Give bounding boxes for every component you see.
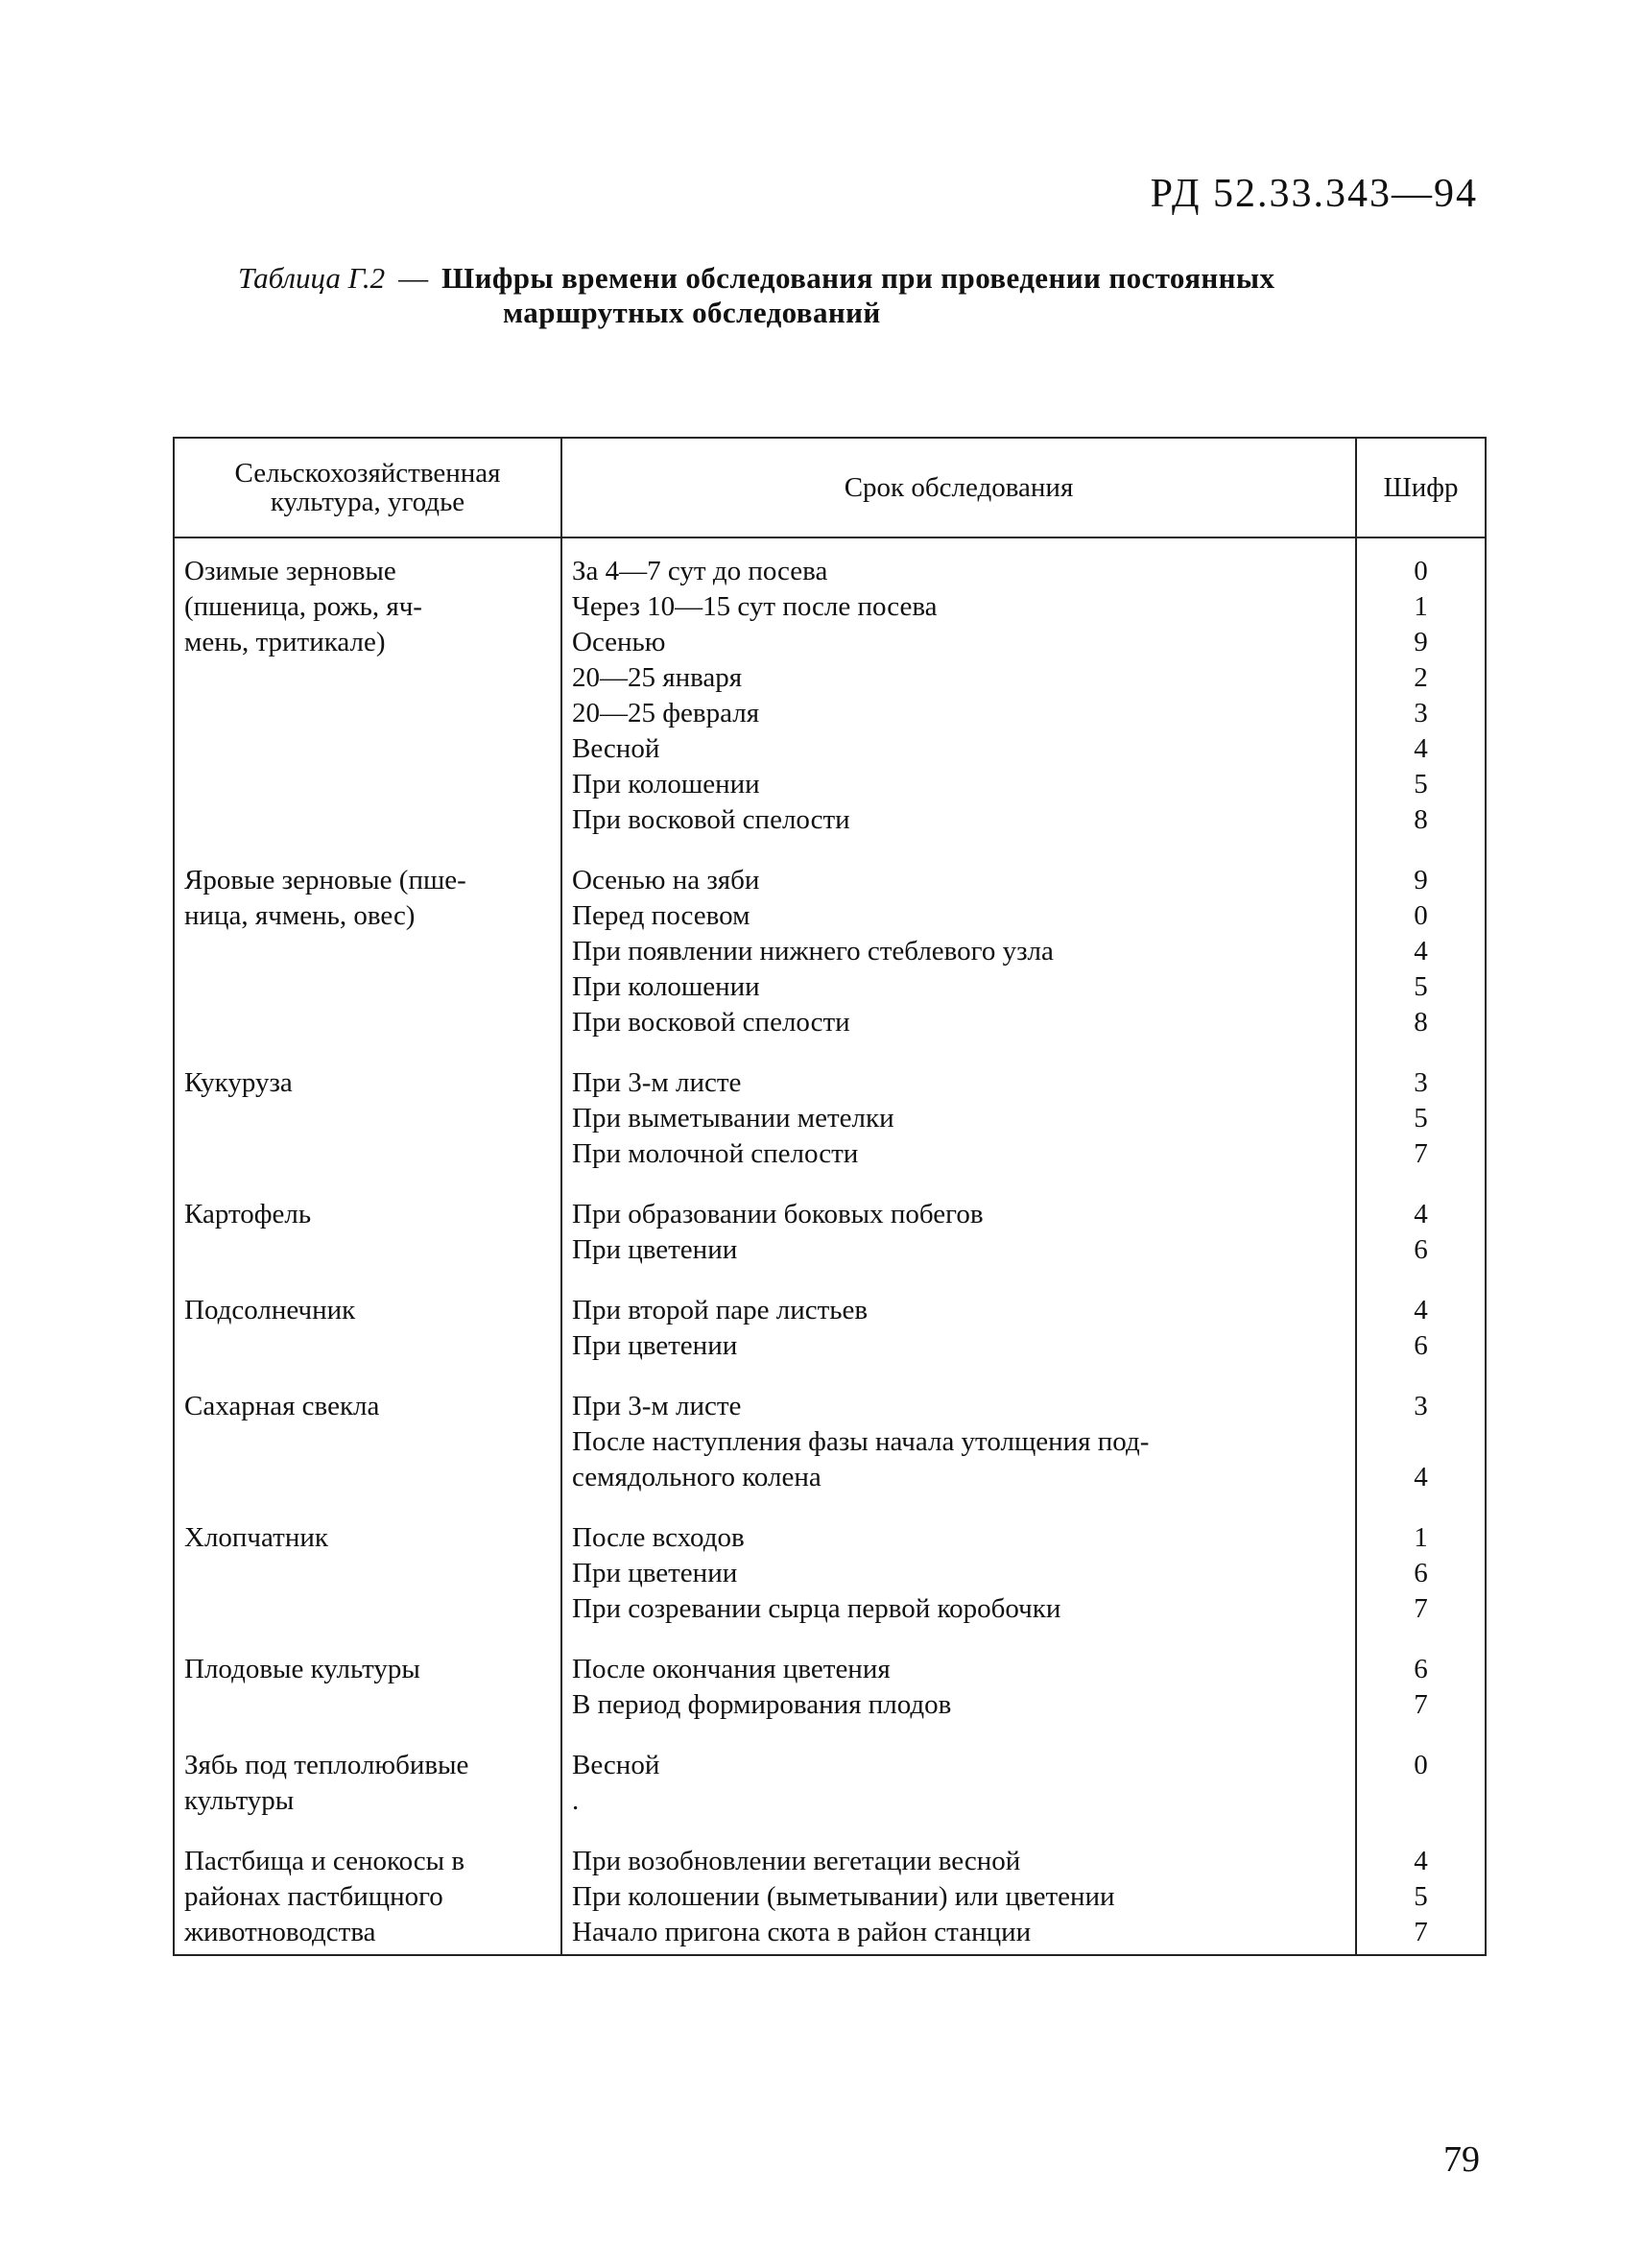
crop-cell xyxy=(174,1652,561,1748)
header-code: Шифр xyxy=(1356,438,1486,537)
crop-name-line: животноводства xyxy=(184,1917,376,1947)
code-value: 9 xyxy=(1414,627,1428,657)
survey-period-line: После всходов xyxy=(572,1522,745,1553)
crop-name-line: Кукуруза xyxy=(184,1067,293,1098)
survey-period-line: При колошении (выметывании) или цветении xyxy=(572,1881,1115,1912)
code-value: 2 xyxy=(1414,662,1428,693)
table-row xyxy=(174,1389,1486,1520)
code-value: 4 xyxy=(1414,733,1428,764)
crop-name-line: ница, ячмень, овес) xyxy=(184,900,416,931)
code-value: 4 xyxy=(1414,1462,1428,1492)
code-value: 7 xyxy=(1414,1917,1428,1947)
crop-name-line: районах пастбищного xyxy=(184,1881,443,1912)
caption-title-continued: маршрутных обследований xyxy=(503,296,881,329)
survey-period-line: Осенью на зяби xyxy=(572,865,760,895)
survey-period-line: Весной xyxy=(572,1750,660,1780)
survey-period-line: При второй паре листьев xyxy=(572,1295,869,1325)
crop-cell xyxy=(174,1520,561,1652)
period-cell xyxy=(561,1197,1356,1293)
survey-period-line: За 4—7 сут до посева xyxy=(572,556,828,586)
crop-name-line: Яровые зерновые (пше- xyxy=(184,865,466,895)
code-value: 0 xyxy=(1414,556,1428,586)
period-cell xyxy=(561,1389,1356,1520)
survey-codes-table xyxy=(173,437,1487,1956)
period-cell xyxy=(561,1065,1356,1197)
code-value: 0 xyxy=(1414,900,1428,931)
survey-period-line: Через 10—15 сут после посева xyxy=(572,591,938,622)
survey-period-line: Осенью xyxy=(572,627,666,657)
crop-name-line: Зябь под теплолюбивые xyxy=(184,1750,469,1780)
code-value: 4 xyxy=(1414,1199,1428,1229)
header-period: Срок обследования xyxy=(561,438,1356,537)
code-value: 7 xyxy=(1414,1138,1428,1169)
code-value: 6 xyxy=(1414,1234,1428,1265)
period-cell xyxy=(561,1844,1356,1955)
code-cell xyxy=(1356,1844,1486,1955)
crop-name-line: Озимые зерновые xyxy=(184,556,396,586)
survey-period-line: При колошении xyxy=(572,769,760,800)
survey-period-line: Перед посевом xyxy=(572,900,750,931)
survey-period-line: При 3-м листе xyxy=(572,1067,742,1098)
survey-period-line: При колошении xyxy=(572,971,760,1002)
period-cell xyxy=(561,863,1356,1065)
code-value: 7 xyxy=(1414,1689,1428,1720)
code-cell xyxy=(1356,1065,1486,1197)
code-value: 5 xyxy=(1414,971,1428,1002)
table-row xyxy=(174,1293,1486,1389)
table-row xyxy=(174,863,1486,1065)
code-cell xyxy=(1356,1748,1486,1844)
code-value: 1 xyxy=(1414,591,1428,622)
crop-name-line: мень, тритикале) xyxy=(184,627,386,657)
header-crop: Сельскохозяйственная культура, угодье xyxy=(174,438,561,537)
caption-title: Шифры времени обследования при проведении постоянных xyxy=(441,261,1275,295)
table-caption xyxy=(238,261,1476,330)
document-id: РД 52.33.343—94 xyxy=(1150,172,1478,216)
survey-period-line: При молочной спелости xyxy=(572,1138,859,1169)
survey-codes-table-wrapper xyxy=(173,437,1485,1956)
survey-period-line: При созревании сырца первой коробочки xyxy=(572,1593,1061,1624)
crop-name-line: Плодовые культуры xyxy=(184,1654,420,1684)
code-value: 5 xyxy=(1414,1103,1428,1134)
period-cell xyxy=(561,1520,1356,1652)
survey-period-line: При выметывании метелки xyxy=(572,1103,894,1134)
survey-period-line: При цветении xyxy=(572,1234,738,1265)
table-row xyxy=(174,1065,1486,1197)
caption-line-1 xyxy=(238,261,1476,296)
table-body xyxy=(174,537,1486,1955)
survey-period-line: При появлении нижнего стеблевого узла xyxy=(572,936,1054,967)
survey-period-line: При образовании боковых побегов xyxy=(572,1199,984,1229)
crop-cell xyxy=(174,1748,561,1844)
survey-period-line: . xyxy=(572,1785,580,1816)
crop-cell xyxy=(174,1197,561,1293)
survey-period-line: В период формирования плодов xyxy=(572,1689,952,1720)
crop-cell xyxy=(174,863,561,1065)
survey-period-line: При цветении xyxy=(572,1330,738,1361)
crop-cell xyxy=(174,1844,561,1955)
crop-name-line: Подсолнечник xyxy=(184,1295,356,1325)
code-value: 5 xyxy=(1414,769,1428,800)
table-row xyxy=(174,1197,1486,1293)
code-value: 6 xyxy=(1414,1654,1428,1684)
code-value: 3 xyxy=(1414,1067,1428,1098)
code-value: 4 xyxy=(1414,1295,1428,1325)
survey-period-line: При цветении xyxy=(572,1558,738,1588)
code-cell xyxy=(1356,1293,1486,1389)
survey-period-line: семядольного колена xyxy=(572,1462,822,1492)
survey-period-line: После окончания цветения xyxy=(572,1654,891,1684)
code-value: 7 xyxy=(1414,1593,1428,1624)
survey-period-line: При возобновлении вегетации весной xyxy=(572,1846,1021,1876)
code-value: 3 xyxy=(1414,698,1428,728)
crop-cell xyxy=(174,1389,561,1520)
code-value: 8 xyxy=(1414,1007,1428,1038)
survey-period-line: При восковой спелости xyxy=(572,804,850,835)
code-cell xyxy=(1356,537,1486,863)
crop-name-line: Сахарная свекла xyxy=(184,1391,380,1421)
crop-name-line: Картофель xyxy=(184,1199,312,1229)
table-row xyxy=(174,1844,1486,1955)
code-cell xyxy=(1356,1389,1486,1520)
code-cell xyxy=(1356,863,1486,1065)
code-value: 6 xyxy=(1414,1330,1428,1361)
survey-period-line: 20—25 января xyxy=(572,662,743,693)
page-number: 79 xyxy=(1443,2139,1480,2180)
crop-name-line: культуры xyxy=(184,1785,295,1816)
period-cell xyxy=(561,1748,1356,1844)
crop-name-line: Пастбища и сенокосы в xyxy=(184,1846,465,1876)
crop-cell xyxy=(174,1065,561,1197)
table-row xyxy=(174,1652,1486,1748)
survey-period-line: 20—25 февраля xyxy=(572,698,760,728)
survey-period-line: После наступления фазы начала утолщения под- xyxy=(572,1426,1150,1457)
table-row xyxy=(174,1748,1486,1844)
code-value: 0 xyxy=(1414,1750,1428,1780)
crop-cell xyxy=(174,1293,561,1389)
crop-name-line: Хлопчатник xyxy=(184,1522,328,1553)
table-row xyxy=(174,1520,1486,1652)
crop-cell xyxy=(174,537,561,863)
survey-period-line: Начало пригона скота в район станции xyxy=(572,1917,1032,1947)
code-cell xyxy=(1356,1652,1486,1748)
survey-period-line: При 3-м листе xyxy=(572,1391,742,1421)
code-value: 1 xyxy=(1414,1522,1428,1553)
table-row xyxy=(174,537,1486,863)
code-value: 9 xyxy=(1414,865,1428,895)
code-cell xyxy=(1356,1520,1486,1652)
code-value xyxy=(1365,1424,1477,1460)
code-value: 8 xyxy=(1414,804,1428,835)
table-header-row xyxy=(174,438,1486,537)
code-value: 4 xyxy=(1414,936,1428,967)
code-value: 4 xyxy=(1414,1846,1428,1876)
survey-period-line: При восковой спелости xyxy=(572,1007,850,1038)
code-value: 5 xyxy=(1414,1881,1428,1912)
period-cell xyxy=(561,1293,1356,1389)
survey-period-line: Весной xyxy=(572,733,660,764)
code-cell xyxy=(1356,1197,1486,1293)
code-value: 3 xyxy=(1414,1391,1428,1421)
caption-prefix: Таблица Г.2 xyxy=(238,261,386,295)
code-value xyxy=(1365,1783,1477,1819)
code-value: 6 xyxy=(1414,1558,1428,1588)
caption-dash: — xyxy=(398,261,429,295)
period-cell xyxy=(561,537,1356,863)
crop-name-line: (пшеница, рожь, яч- xyxy=(184,591,422,622)
period-cell xyxy=(561,1652,1356,1748)
